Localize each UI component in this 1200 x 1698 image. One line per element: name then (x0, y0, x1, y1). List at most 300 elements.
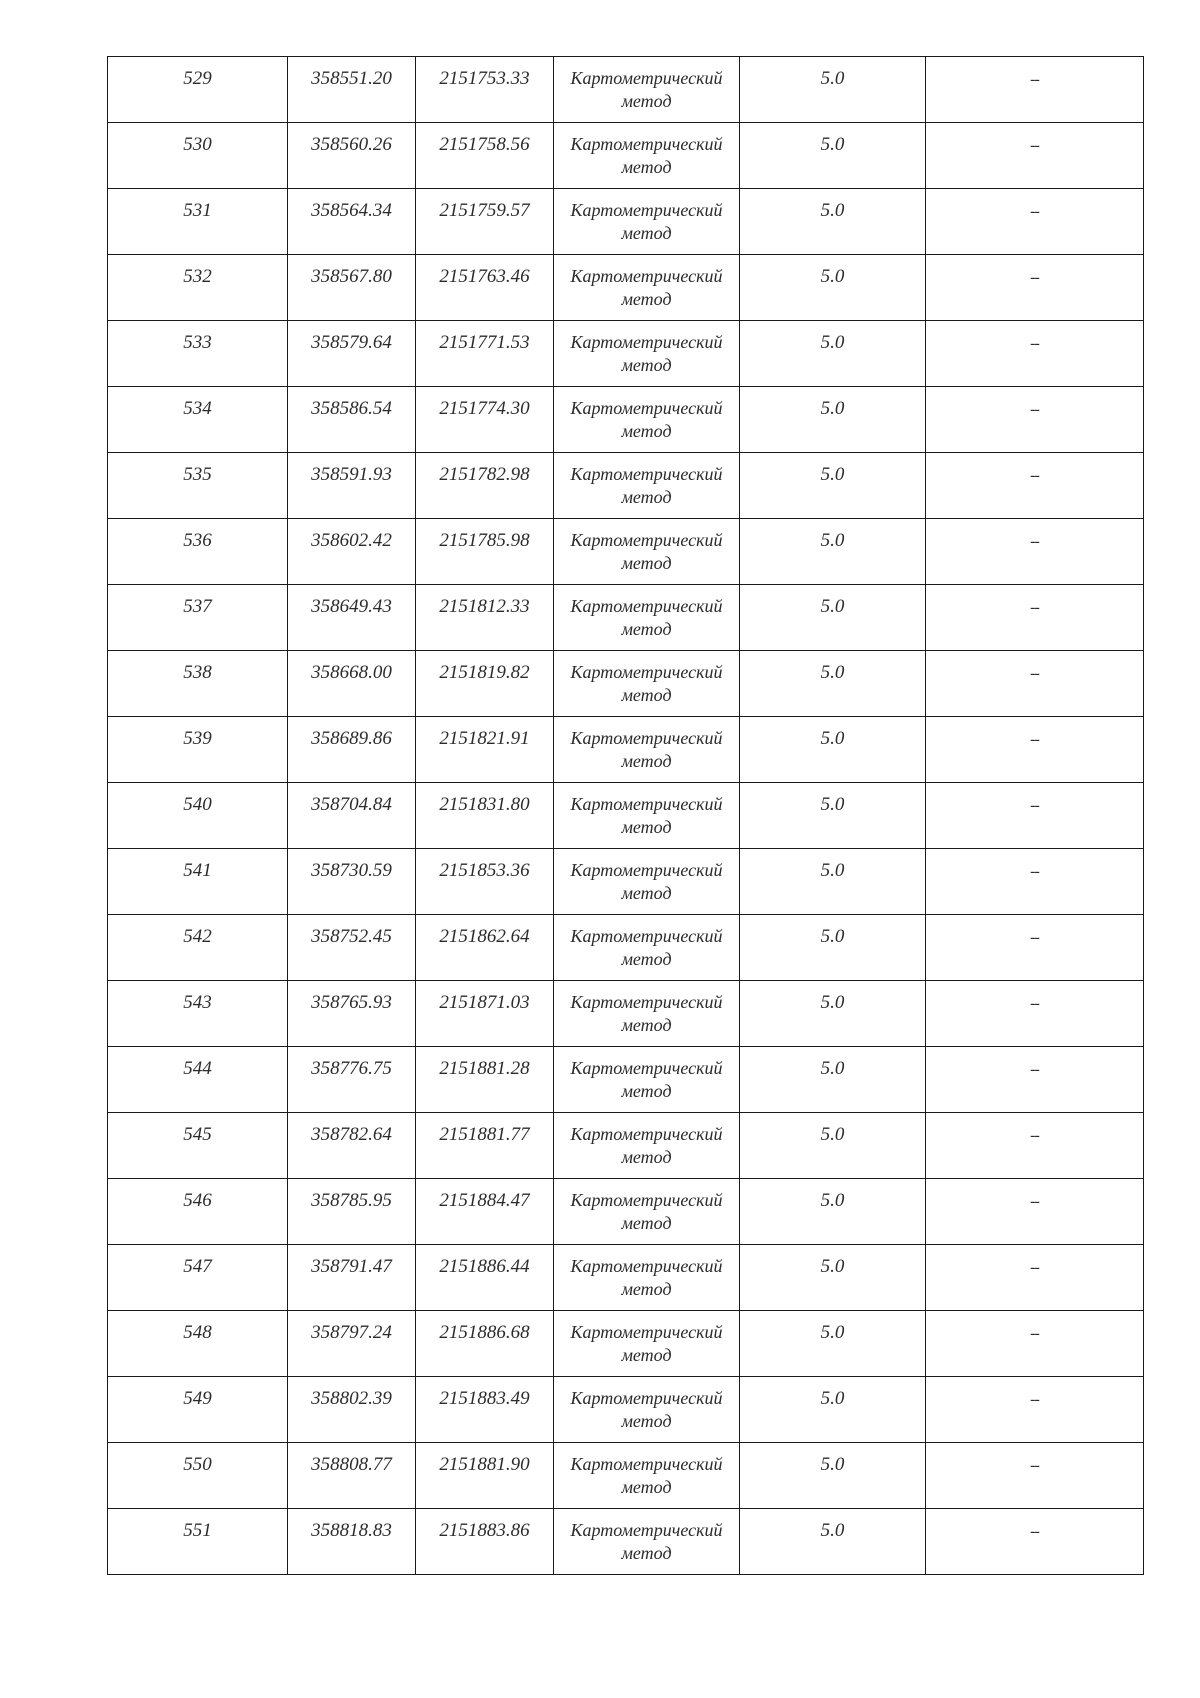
point-number-cell (108, 1443, 288, 1509)
note-cell (926, 783, 1144, 849)
note-cell (926, 1047, 1144, 1113)
coordinate-x-text: 358704.84 (311, 794, 392, 815)
note-cell (926, 453, 1144, 519)
coordinate-y-text: 2151884.47 (439, 1190, 530, 1211)
accuracy-text: 5.0 (820, 1454, 845, 1475)
point-number-text: 533 (183, 332, 212, 353)
coordinate-y-text: 2151771.53 (439, 332, 530, 353)
method-cell (554, 651, 740, 717)
table-row (108, 1443, 1144, 1509)
coordinate-y-cell (416, 1245, 554, 1311)
note-cell (926, 189, 1144, 255)
note-cell (926, 57, 1144, 123)
coordinate-y-text: 2151774.30 (439, 398, 530, 419)
accuracy-text: 5.0 (820, 1124, 845, 1145)
accuracy-text: 5.0 (820, 1256, 845, 1277)
coordinate-x-text: 358564.34 (311, 200, 392, 221)
point-number-text: 541 (183, 860, 212, 881)
table-row (108, 651, 1144, 717)
coordinate-x-cell (288, 1179, 416, 1245)
coordinate-x-text: 358586.54 (311, 398, 392, 419)
method-cell (554, 1179, 740, 1245)
coordinate-y-text: 2151821.91 (439, 728, 530, 749)
accuracy-text: 5.0 (820, 200, 845, 221)
coordinate-y-cell (416, 255, 554, 321)
point-number-text: 537 (183, 596, 212, 617)
accuracy-text: 5.0 (820, 728, 845, 749)
accuracy-text: 5.0 (820, 992, 845, 1013)
method-text: Картометрический метод (570, 794, 723, 837)
coordinate-y-cell (416, 453, 554, 519)
coordinate-y-text: 2151862.64 (439, 926, 530, 947)
coordinate-y-text: 2151758.56 (439, 134, 530, 155)
accuracy-cell (740, 915, 926, 981)
point-number-cell (108, 915, 288, 981)
accuracy-cell (740, 1245, 926, 1311)
coordinate-x-text: 358752.45 (311, 926, 392, 947)
coordinate-x-cell (288, 189, 416, 255)
accuracy-cell (740, 189, 926, 255)
coordinate-x-text: 358602.42 (311, 530, 392, 551)
method-text: Картометрический метод (570, 1388, 723, 1431)
point-number-cell (108, 1179, 288, 1245)
point-number-cell (108, 321, 288, 387)
method-text: Картометрический метод (570, 1256, 723, 1299)
note-cell (926, 717, 1144, 783)
table-row (108, 783, 1144, 849)
table-row (108, 1113, 1144, 1179)
coordinate-y-cell (416, 717, 554, 783)
coordinate-x-text: 358579.64 (311, 332, 392, 353)
table-row (108, 321, 1144, 387)
coordinate-x-cell (288, 1047, 416, 1113)
coordinate-x-text: 358689.86 (311, 728, 392, 749)
method-text: Картометрический метод (570, 1322, 723, 1365)
coordinate-x-text: 358765.93 (311, 992, 392, 1013)
coordinate-x-cell (288, 783, 416, 849)
point-number-cell (108, 717, 288, 783)
coordinate-x-cell (288, 1509, 416, 1575)
point-number-text: 542 (183, 926, 212, 947)
note-text: -- (1030, 797, 1039, 814)
coordinate-x-cell (288, 717, 416, 783)
point-number-cell (108, 1245, 288, 1311)
point-number-text: 529 (183, 68, 212, 89)
note-cell (926, 1113, 1144, 1179)
coordinate-x-text: 358818.83 (311, 1520, 392, 1541)
note-text: -- (1030, 335, 1039, 352)
point-number-text: 549 (183, 1388, 212, 1409)
table-row (108, 519, 1144, 585)
method-cell (554, 1113, 740, 1179)
accuracy-cell (740, 1179, 926, 1245)
point-number-text: 546 (183, 1190, 212, 1211)
note-cell (926, 321, 1144, 387)
accuracy-text: 5.0 (820, 332, 845, 353)
table-row (108, 1509, 1144, 1575)
point-number-cell (108, 1377, 288, 1443)
coordinate-y-cell (416, 915, 554, 981)
method-text: Картометрический метод (570, 398, 723, 441)
note-cell (926, 1179, 1144, 1245)
table-row (108, 1179, 1144, 1245)
method-text: Картометрический метод (570, 1190, 723, 1233)
method-cell (554, 123, 740, 189)
point-number-cell (108, 585, 288, 651)
coordinate-x-text: 358808.77 (311, 1454, 392, 1475)
table-row (108, 1311, 1144, 1377)
point-number-cell (108, 651, 288, 717)
note-text: -- (1030, 1259, 1039, 1276)
note-cell (926, 915, 1144, 981)
coordinate-x-text: 358782.64 (311, 1124, 392, 1145)
accuracy-text: 5.0 (820, 596, 845, 617)
table-row (108, 453, 1144, 519)
coordinate-x-text: 358560.26 (311, 134, 392, 155)
method-cell (554, 1047, 740, 1113)
coordinate-y-text: 2151782.98 (439, 464, 530, 485)
accuracy-text: 5.0 (820, 860, 845, 881)
coordinate-y-cell (416, 1311, 554, 1377)
note-text: -- (1030, 71, 1039, 88)
coordinate-y-cell (416, 387, 554, 453)
method-text: Картометрический метод (570, 1124, 723, 1167)
coordinate-y-text: 2151812.33 (439, 596, 530, 617)
method-text: Картометрический метод (570, 728, 723, 771)
accuracy-cell (740, 981, 926, 1047)
note-text: -- (1030, 995, 1039, 1012)
point-number-text: 536 (183, 530, 212, 551)
note-text: -- (1030, 863, 1039, 880)
method-cell (554, 981, 740, 1047)
note-cell (926, 123, 1144, 189)
coordinate-y-text: 2151785.98 (439, 530, 530, 551)
note-cell (926, 1377, 1144, 1443)
point-number-cell (108, 387, 288, 453)
note-text: -- (1030, 269, 1039, 286)
coordinate-x-text: 358649.43 (311, 596, 392, 617)
note-text: -- (1030, 1523, 1039, 1540)
point-number-text: 530 (183, 134, 212, 155)
coordinate-x-cell (288, 651, 416, 717)
point-number-cell (108, 123, 288, 189)
document-page (107, 56, 1143, 1575)
coordinate-x-cell (288, 123, 416, 189)
accuracy-text: 5.0 (820, 1058, 845, 1079)
note-cell (926, 849, 1144, 915)
coordinate-x-cell (288, 519, 416, 585)
accuracy-cell (740, 1311, 926, 1377)
method-cell (554, 1509, 740, 1575)
point-number-text: 543 (183, 992, 212, 1013)
table-row (108, 189, 1144, 255)
point-number-text: 535 (183, 464, 212, 485)
accuracy-cell (740, 717, 926, 783)
note-cell (926, 651, 1144, 717)
coordinate-x-cell (288, 849, 416, 915)
note-cell (926, 1443, 1144, 1509)
coordinate-x-cell (288, 57, 416, 123)
accuracy-cell (740, 1509, 926, 1575)
coordinate-x-cell (288, 321, 416, 387)
point-number-text: 544 (183, 1058, 212, 1079)
accuracy-text: 5.0 (820, 266, 845, 287)
coordinate-y-text: 2151886.68 (439, 1322, 530, 1343)
coordinate-x-cell (288, 981, 416, 1047)
note-cell (926, 1311, 1144, 1377)
coordinate-x-text: 358791.47 (311, 1256, 392, 1277)
table-row (108, 1047, 1144, 1113)
coordinate-y-text: 2151871.03 (439, 992, 530, 1013)
coordinate-y-cell (416, 1443, 554, 1509)
method-text: Картометрический метод (570, 530, 723, 573)
coordinate-y-cell (416, 1113, 554, 1179)
method-text: Картометрический метод (570, 1454, 723, 1497)
note-text: -- (1030, 731, 1039, 748)
accuracy-cell (740, 387, 926, 453)
method-text: Картометрический метод (570, 134, 723, 177)
coordinate-x-cell (288, 585, 416, 651)
coordinate-x-cell (288, 1377, 416, 1443)
accuracy-text: 5.0 (820, 662, 845, 683)
method-text: Картометрический метод (570, 926, 723, 969)
table-row (108, 717, 1144, 783)
note-text: -- (1030, 203, 1039, 220)
method-text: Картометрический метод (570, 332, 723, 375)
method-text: Картометрический метод (570, 464, 723, 507)
note-text: -- (1030, 401, 1039, 418)
note-cell (926, 585, 1144, 651)
coordinate-y-cell (416, 783, 554, 849)
note-cell (926, 981, 1144, 1047)
point-number-cell (108, 783, 288, 849)
coordinate-y-text: 2151883.86 (439, 1520, 530, 1541)
method-cell (554, 585, 740, 651)
method-text: Картометрический метод (570, 596, 723, 639)
coordinate-x-cell (288, 1443, 416, 1509)
note-cell (926, 255, 1144, 321)
method-cell (554, 255, 740, 321)
note-text: -- (1030, 665, 1039, 682)
point-number-text: 550 (183, 1454, 212, 1475)
coordinate-x-cell (288, 1311, 416, 1377)
coordinate-y-text: 2151881.77 (439, 1124, 530, 1145)
point-number-cell (108, 849, 288, 915)
method-cell (554, 717, 740, 783)
point-number-text: 548 (183, 1322, 212, 1343)
point-number-text: 534 (183, 398, 212, 419)
point-number-cell (108, 1113, 288, 1179)
method-cell (554, 57, 740, 123)
coordinate-x-text: 358668.00 (311, 662, 392, 683)
accuracy-cell (740, 255, 926, 321)
method-cell (554, 189, 740, 255)
coordinate-x-text: 358730.59 (311, 860, 392, 881)
note-cell (926, 519, 1144, 585)
coordinates-table (107, 56, 1144, 1575)
coordinate-y-text: 2151819.82 (439, 662, 530, 683)
coordinate-x-text: 358776.75 (311, 1058, 392, 1079)
accuracy-cell (740, 651, 926, 717)
method-cell (554, 453, 740, 519)
accuracy-text: 5.0 (820, 794, 845, 815)
accuracy-cell (740, 453, 926, 519)
accuracy-text: 5.0 (820, 1388, 845, 1409)
method-cell (554, 783, 740, 849)
method-text: Картометрический метод (570, 992, 723, 1035)
coordinate-x-cell (288, 1113, 416, 1179)
point-number-cell (108, 189, 288, 255)
point-number-cell (108, 981, 288, 1047)
accuracy-cell (740, 321, 926, 387)
point-number-cell (108, 519, 288, 585)
method-text: Картометрический метод (570, 200, 723, 243)
point-number-text: 532 (183, 266, 212, 287)
method-cell (554, 519, 740, 585)
coordinate-x-text: 358785.95 (311, 1190, 392, 1211)
table-row (108, 57, 1144, 123)
coordinate-y-cell (416, 1509, 554, 1575)
table-row (108, 915, 1144, 981)
coordinate-x-cell (288, 915, 416, 981)
method-text: Картометрический метод (570, 662, 723, 705)
coordinate-x-cell (288, 255, 416, 321)
coordinate-y-cell (416, 651, 554, 717)
point-number-text: 540 (183, 794, 212, 815)
accuracy-cell (740, 849, 926, 915)
accuracy-text: 5.0 (820, 530, 845, 551)
note-text: -- (1030, 1391, 1039, 1408)
accuracy-text: 5.0 (820, 1322, 845, 1343)
accuracy-text: 5.0 (820, 398, 845, 419)
coordinate-y-cell (416, 519, 554, 585)
coordinate-y-text: 2151753.33 (439, 68, 530, 89)
point-number-text: 531 (183, 200, 212, 221)
method-cell (554, 1377, 740, 1443)
accuracy-text: 5.0 (820, 68, 845, 89)
note-cell (926, 1509, 1144, 1575)
note-text: -- (1030, 599, 1039, 616)
note-cell (926, 387, 1144, 453)
note-text: -- (1030, 1061, 1039, 1078)
coordinate-y-cell (416, 123, 554, 189)
method-cell (554, 849, 740, 915)
table-row (108, 981, 1144, 1047)
method-cell (554, 387, 740, 453)
method-cell (554, 1245, 740, 1311)
coordinate-y-cell (416, 1179, 554, 1245)
coordinate-y-text: 2151831.80 (439, 794, 530, 815)
coordinate-x-text: 358551.20 (311, 68, 392, 89)
point-number-cell (108, 1047, 288, 1113)
note-text: -- (1030, 1457, 1039, 1474)
point-number-text: 538 (183, 662, 212, 683)
point-number-text: 547 (183, 1256, 212, 1277)
accuracy-cell (740, 519, 926, 585)
accuracy-text: 5.0 (820, 464, 845, 485)
accuracy-cell (740, 1113, 926, 1179)
note-text: -- (1030, 137, 1039, 154)
accuracy-text: 5.0 (820, 134, 845, 155)
coordinate-y-cell (416, 585, 554, 651)
coordinate-y-cell (416, 1047, 554, 1113)
coordinate-x-cell (288, 1245, 416, 1311)
accuracy-cell (740, 1443, 926, 1509)
note-text: -- (1030, 1325, 1039, 1342)
note-text: -- (1030, 929, 1039, 946)
point-number-text: 539 (183, 728, 212, 749)
coordinate-y-cell (416, 57, 554, 123)
accuracy-cell (740, 585, 926, 651)
accuracy-cell (740, 123, 926, 189)
method-text: Картометрический метод (570, 1058, 723, 1101)
point-number-text: 551 (183, 1520, 212, 1541)
method-cell (554, 1443, 740, 1509)
note-text: -- (1030, 1193, 1039, 1210)
coordinate-x-cell (288, 387, 416, 453)
coordinate-y-cell (416, 1377, 554, 1443)
coordinate-x-text: 358567.80 (311, 266, 392, 287)
note-text: -- (1030, 1127, 1039, 1144)
note-cell (926, 1245, 1144, 1311)
accuracy-cell (740, 1047, 926, 1113)
method-text: Картометрический метод (570, 860, 723, 903)
coordinate-y-cell (416, 849, 554, 915)
coordinate-y-cell (416, 189, 554, 255)
point-number-text: 545 (183, 1124, 212, 1145)
method-text: Картометрический метод (570, 266, 723, 309)
table-row (108, 123, 1144, 189)
coordinate-y-cell (416, 981, 554, 1047)
note-text: -- (1030, 467, 1039, 484)
coordinate-y-text: 2151886.44 (439, 1256, 530, 1277)
coordinate-y-text: 2151853.36 (439, 860, 530, 881)
point-number-cell (108, 255, 288, 321)
accuracy-text: 5.0 (820, 926, 845, 947)
method-text: Картометрический метод (570, 1520, 723, 1563)
accuracy-cell (740, 57, 926, 123)
coordinate-y-text: 2151883.49 (439, 1388, 530, 1409)
coordinate-x-text: 358591.93 (311, 464, 392, 485)
method-text: Картометрический метод (570, 68, 723, 111)
coordinate-x-text: 358802.39 (311, 1388, 392, 1409)
accuracy-text: 5.0 (820, 1190, 845, 1211)
note-text: -- (1030, 533, 1039, 550)
method-cell (554, 1311, 740, 1377)
accuracy-cell (740, 1377, 926, 1443)
point-number-cell (108, 1509, 288, 1575)
table-row (108, 585, 1144, 651)
table-row (108, 1245, 1144, 1311)
coordinate-y-text: 2151881.90 (439, 1454, 530, 1475)
coordinate-y-cell (416, 321, 554, 387)
table-row (108, 1377, 1144, 1443)
coordinates-table-body (108, 57, 1144, 1575)
table-row (108, 255, 1144, 321)
coordinate-x-cell (288, 453, 416, 519)
method-cell (554, 321, 740, 387)
point-number-cell (108, 453, 288, 519)
coordinate-y-text: 2151881.28 (439, 1058, 530, 1079)
point-number-cell (108, 1311, 288, 1377)
point-number-cell (108, 57, 288, 123)
coordinate-y-text: 2151759.57 (439, 200, 530, 221)
coordinate-x-text: 358797.24 (311, 1322, 392, 1343)
method-cell (554, 915, 740, 981)
table-row (108, 849, 1144, 915)
table-row (108, 387, 1144, 453)
accuracy-text: 5.0 (820, 1520, 845, 1541)
